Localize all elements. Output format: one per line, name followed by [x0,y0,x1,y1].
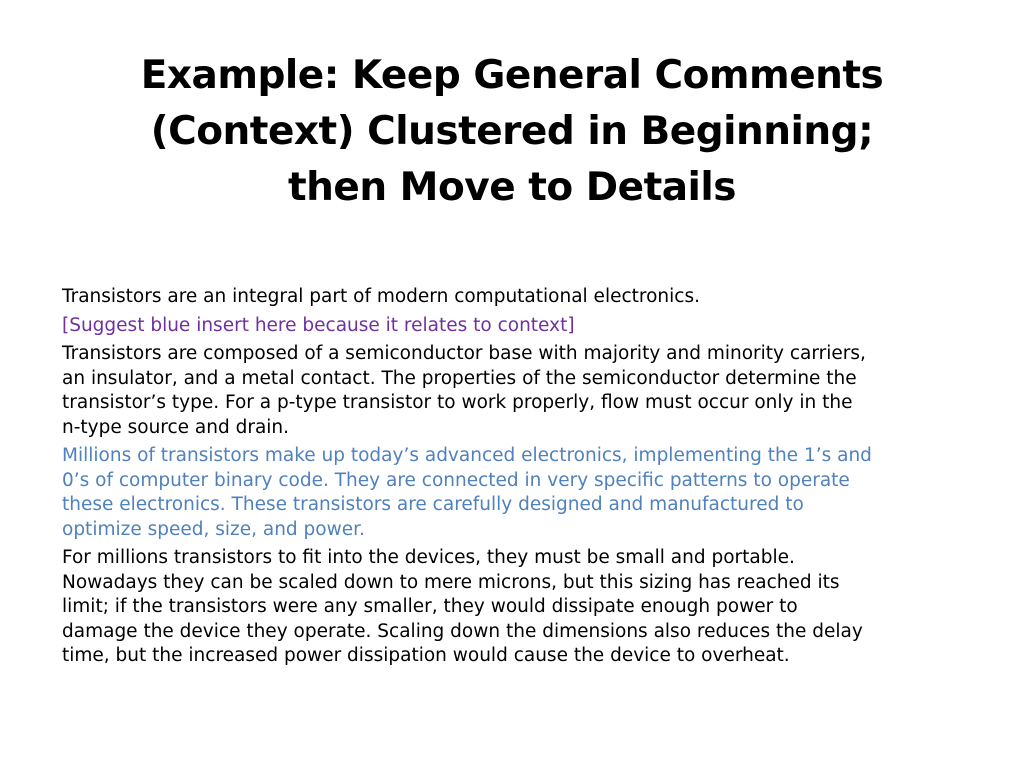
paragraph-suggestion-note [62,314,972,339]
text-line: Millions of transistors make up today’s advanced electronics, implementing the 1’s and [62,445,872,466]
slide-title [60,48,964,216]
title-line: Example: Keep General Comments [140,53,884,98]
text-line: these electronics. These transistors are carefully designed and manufactured to [62,494,804,515]
title-line: then Move to Details [287,165,736,210]
text-line: optimize speed, size, and power. [62,518,365,540]
paragraph-scaling [62,546,972,669]
text-line: limit; if the transistors were any smaller, they would dissipate enough power to [62,596,798,617]
paragraph-blue-insert [62,444,972,542]
text-line: transistor’s type. For a p-type transistor to work properly, flow must occur only in the [62,392,853,413]
paragraph-composition [62,342,972,440]
text-line: Transistors are composed of a semiconductor base with majority and minority carriers, [62,343,866,364]
text-line: [Suggest blue insert here because it relates to context] [62,314,575,336]
text-line: time, but the increased power dissipation would cause the device to overheat. [62,645,790,666]
text-line: n-type source and drain. [62,416,290,438]
paragraph-intro [62,285,972,310]
text-line: an insulator, and a metal contact. The properties of the semiconductor determine the [62,367,857,389]
slide-body [62,285,972,673]
text-line: Transistors are an integral part of modern computational electronics. [62,286,700,307]
text-line: 0’s of computer binary code. They are connected in very specific patterns to operate [62,469,850,491]
text-line: Nowadays they can be scaled down to mere microns, but this sizing has reached its [62,571,840,593]
title-line: (Context) Clustered in Beginning; [150,109,874,154]
text-line: For millions transistors to fit into the devices, they must be small and portable. [62,547,795,568]
text-line: damage the device they operate. Scaling down the dimensions also reduces the delay [62,620,863,642]
